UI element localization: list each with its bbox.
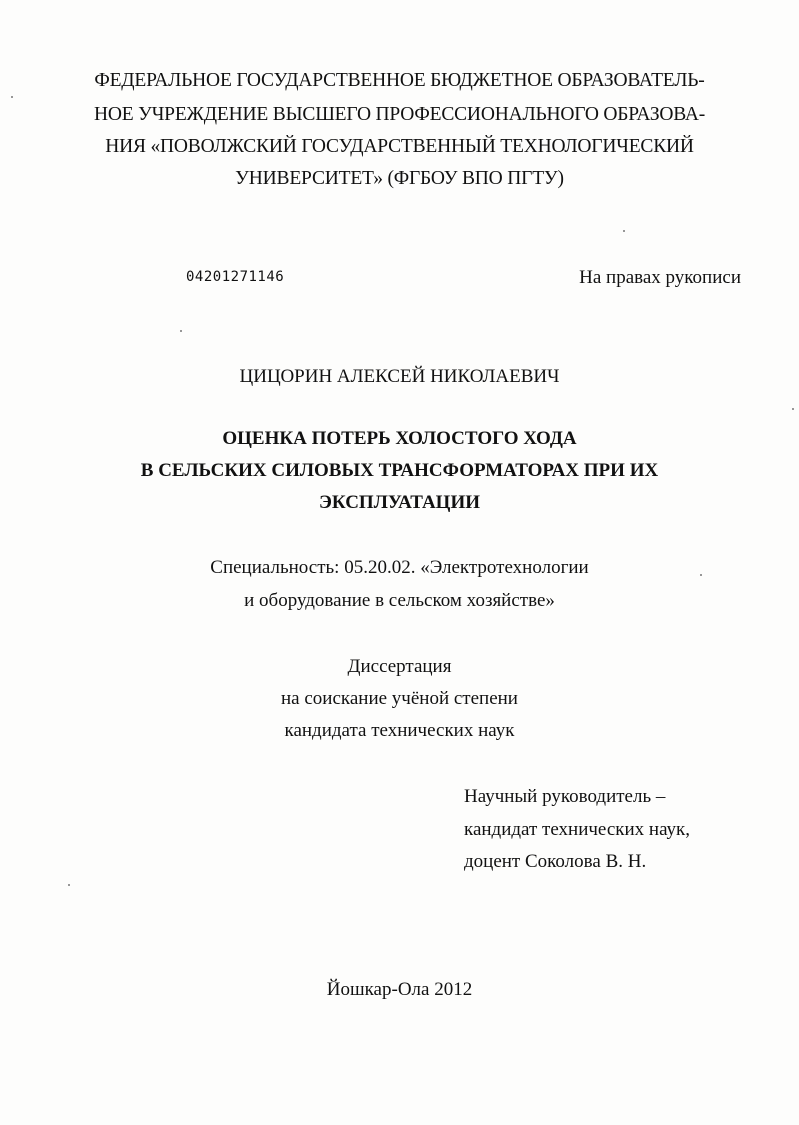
institution-line-1: ФЕДЕРАЛЬНОЕ ГОСУДАРСТВЕННОЕ БЮДЖЕТНОЕ ОБРАЗОВАТЕЛЬ- (94, 70, 705, 91)
supervisor-line-1: Научный руководитель – (464, 786, 666, 807)
degree-line-3: кандидата технических наук (284, 720, 515, 741)
title-line-2: В СЕЛЬСКИХ СИЛОВЫХ ТРАНСФОРМАТОРАХ ПРИ ИХ (140, 460, 659, 481)
institution-line-2: НОЕ УЧРЕЖДЕНИЕ ВЫСШЕГО ПРОФЕССИОНАЛЬНОГО ОБРАЗОВА- (93, 104, 706, 125)
degree-line-2: на соискание учёной степени (281, 688, 518, 709)
scan-speck (11, 96, 13, 98)
title-line-3: ЭКСПЛУАТАЦИИ (319, 492, 480, 513)
degree-line-1: Диссертация (347, 656, 452, 677)
scan-speck (68, 884, 70, 886)
supervisor-line-3: доцент Соколова В. Н. (464, 851, 647, 872)
scan-speck (700, 574, 702, 576)
specialty-line-1: Специальность: 05.20.02. «Электротехнологии (210, 557, 589, 578)
title-line-1: ОЦЕНКА ПОТЕРЬ ХОЛОСТОГО ХОДА (222, 428, 577, 449)
manuscript-note: На правах рукописи (579, 267, 741, 288)
scan-speck (792, 408, 794, 410)
author-name: ЦИЦОРИН АЛЕКСЕЙ НИКОЛАЕВИЧ (239, 366, 560, 387)
specialty-line-2: и оборудование в сельском хозяйстве» (244, 590, 555, 611)
supervisor-line-2: кандидат технических наук, (464, 819, 691, 840)
registration-number: 04201271146 (186, 269, 285, 285)
scan-speck (180, 330, 182, 332)
scan-speck (623, 230, 625, 232)
institution-line-3: НИЯ «ПОВОЛЖСКИЙ ГОСУДАРСТВЕННЫЙ ТЕХНОЛОГИЧЕСКИЙ (105, 136, 694, 157)
institution-line-4: УНИВЕРСИТЕТ» (ФГБОУ ВПО ПГТУ) (235, 168, 564, 189)
place-year: Йошкар-Ола 2012 (326, 979, 473, 1000)
